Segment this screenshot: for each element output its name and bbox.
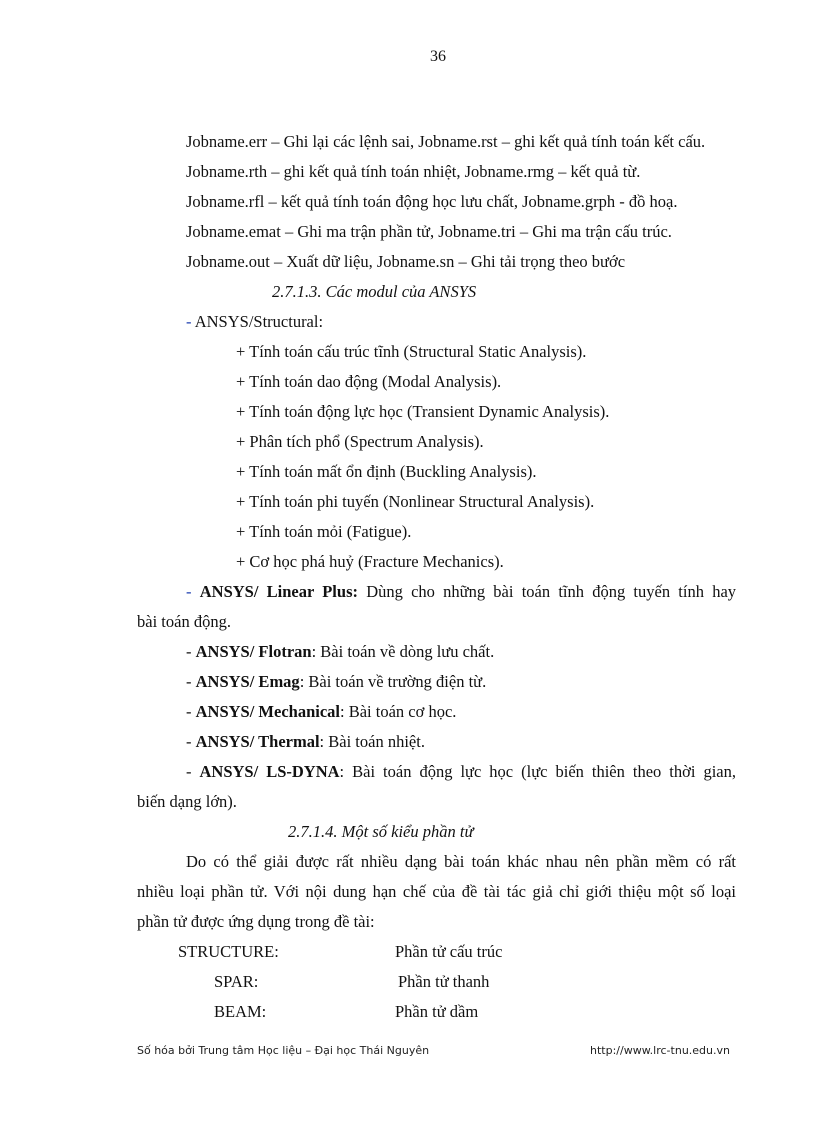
footer-url[interactable]: http://www.lrc-tnu.edu.vn (590, 1044, 730, 1057)
lsdyna-name: ANSYS/ LS-DYNA (199, 762, 340, 781)
module-thermal (186, 732, 425, 752)
lsdyna-line1 (186, 762, 736, 782)
linear-plus-line1 (186, 582, 736, 602)
element-type: STRUCTURE: (178, 942, 279, 961)
file-line: Jobname.rth – ghi kết quả tính toán nhiệt, Jobname.rmg – kết quả từ. (186, 162, 641, 181)
structural-item: + Tính toán động lực học (Transient Dynamic Analysis). (236, 402, 610, 421)
structural-item: + Tính toán phi tuyến (Nonlinear Structural Analysis). (236, 492, 595, 511)
structural-dash: - (186, 312, 192, 331)
file-line: Jobname.out – Xuất dữ liệu, Jobname.sn – Ghi tải trọng theo bước (186, 252, 626, 271)
paragraph-line: Do có thể giải được rất nhiều dạng bài toán khác nhau nên phần mềm có rất (186, 852, 736, 871)
element-type: SPAR: (214, 972, 259, 991)
section-heading-modules: 2.7.1.3. Các modul của ANSYS (272, 282, 477, 301)
structural-item: + Tính toán dao động (Modal Analysis). (236, 372, 502, 391)
module-flotran (186, 642, 494, 662)
module-desc: : Bài toán về trường điện từ. (299, 672, 487, 691)
module-name: ANSYS/ Thermal (195, 732, 320, 751)
module-desc: : Bài toán nhiệt. (319, 732, 425, 751)
file-line: Jobname.emat – Ghi ma trận phần tử, Jobname.tri – Ghi ma trận cấu trúc. (186, 222, 672, 241)
structural-title: ANSYS/Structural: (194, 312, 324, 331)
module-emag (186, 672, 486, 692)
file-line: Jobname.err – Ghi lại các lệnh sai, Jobname.rst – ghi kết quả tính toán kết cấu. (186, 132, 706, 151)
lsdyna-dash: - (186, 762, 200, 781)
lsdyna-line2: biến dạng lớn). (137, 792, 237, 811)
structural-item: + Tính toán mỏi (Fatigue). (236, 522, 412, 541)
linear-plus-line2: bài toán động. (137, 612, 231, 631)
page-number: 36 (430, 48, 446, 65)
structural-item: + Cơ học phá huỷ (Fracture Mechanics). (236, 552, 504, 571)
element-type: BEAM: (214, 1002, 267, 1021)
module-dash: - (186, 672, 196, 691)
module-dash: - (186, 732, 196, 751)
module-desc: : Bài toán cơ học. (340, 702, 457, 721)
structural-item: + Tính toán cấu trúc tĩnh (Structural Static Analysis). (236, 342, 587, 361)
module-dash: - (186, 702, 196, 721)
structural-heading (186, 312, 323, 332)
lsdyna-desc: : Bài toán động lực học (lực biến thiên theo thời gian, (339, 762, 736, 781)
structural-item: + Phân tích phổ (Spectrum Analysis). (236, 432, 484, 451)
structural-item: + Tính toán mất ổn định (Buckling Analysis). (236, 462, 537, 481)
element-desc: Phần tử thanh (398, 972, 490, 991)
section-heading-elements: 2.7.1.4. Một số kiểu phần tử (288, 822, 474, 841)
module-dash: - (186, 642, 196, 661)
file-line: Jobname.rfl – kết quả tính toán động học lưu chất, Jobname.grph - đồ hoạ. (186, 192, 678, 211)
paragraph-line: phần tử được ứng dụng trong đề tài: (137, 912, 375, 931)
element-desc: Phần tử dầm (395, 1002, 479, 1021)
paragraph-line: nhiều loại phần tử. Với nội dung hạn chế của đề tài tác giả chỉ giới thiệu một số loại (137, 882, 736, 901)
linear-plus-desc: Dùng cho những bài toán tĩnh động tuyến tính hay (366, 582, 737, 601)
linear-plus-dash: - (186, 582, 192, 601)
element-desc: Phần tử cấu trúc (395, 942, 503, 961)
module-name: ANSYS/ Mechanical (195, 702, 340, 721)
module-mechanical (186, 702, 456, 722)
module-name: ANSYS/ Flotran (195, 642, 312, 661)
module-desc: : Bài toán về dòng lưu chất. (311, 642, 495, 661)
linear-plus-name: ANSYS/ Linear Plus: (199, 582, 358, 601)
module-name: ANSYS/ Emag (195, 672, 300, 691)
footer-source: Số hóa bởi Trung tâm Học liệu – Đại học Thái Nguyên (137, 1044, 430, 1057)
